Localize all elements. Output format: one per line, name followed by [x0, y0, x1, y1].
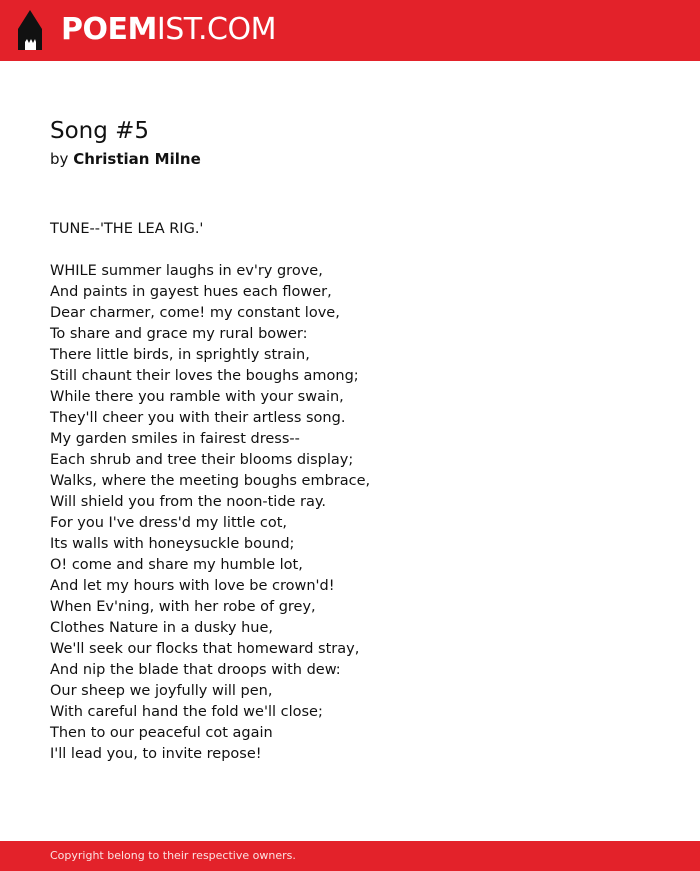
poem-line: To share and grace my rural bower:: [50, 326, 308, 342]
poem-line: Will shield you from the noon-tide ray.: [50, 494, 327, 510]
poem-line: Its walls with honeysuckle bound;: [50, 536, 295, 552]
poem-body: [50, 219, 650, 765]
poem-line: And paints in gayest hues each flower,: [50, 284, 332, 300]
site-logo[interactable]: [61, 10, 276, 50]
poem-line: O! come and share my humble lot,: [50, 557, 303, 573]
poem-line: Clothes Nature in a dusky hue,: [50, 620, 274, 636]
poem-line: With careful hand the fold we'll close;: [50, 704, 323, 720]
poem-line: There little birds, in sprightly strain,: [50, 347, 310, 363]
logo-light-text: IST.COM: [156, 12, 276, 47]
poem-line: And nip the blade that droops with dew:: [50, 662, 341, 678]
poem-line: They'll cheer you with their artless song.: [50, 410, 346, 426]
poem-line: Dear charmer, come! my constant love,: [50, 305, 340, 321]
poem-line: Walks, where the meeting boughs embrace,: [50, 473, 371, 489]
poem-line: Our sheep we joyfully will pen,: [50, 683, 273, 699]
poem-line: Still chaunt their loves the boughs among;: [50, 368, 359, 384]
stanza-break: [50, 240, 650, 261]
poem-line: My garden smiles in fairest dress--: [50, 431, 300, 447]
poem-line: While there you ramble with your swain,: [50, 389, 344, 405]
poem-line: And let my hours with love be crown'd!: [50, 578, 335, 594]
poem-line: When Ev'ning, with her robe of grey,: [50, 599, 316, 615]
copyright-notice: Copyright belong to their respective owners.: [50, 849, 296, 862]
logo-bold-text: POEM: [61, 12, 157, 47]
author-name: Christian Milne: [73, 150, 201, 168]
byline: [50, 148, 201, 170]
by-label: by: [50, 150, 69, 168]
site-footer: [0, 841, 700, 871]
poem-line: TUNE--'THE LEA RIG.': [50, 221, 204, 237]
pen-nib-icon[interactable]: [17, 9, 43, 52]
site-header: [0, 0, 700, 61]
poem-line: We'll seek our flocks that homeward stray,: [50, 641, 360, 657]
poem-line: Each shrub and tree their blooms display;: [50, 452, 354, 468]
poem-line: I'll lead you, to invite repose!: [50, 746, 262, 762]
poem-line: WHILE summer laughs in ev'ry grove,: [50, 263, 323, 279]
poem-line: Then to our peaceful cot again: [50, 725, 273, 741]
poem-line: For you I've dress'd my little cot,: [50, 515, 288, 531]
poem-title: Song #5: [50, 118, 150, 144]
